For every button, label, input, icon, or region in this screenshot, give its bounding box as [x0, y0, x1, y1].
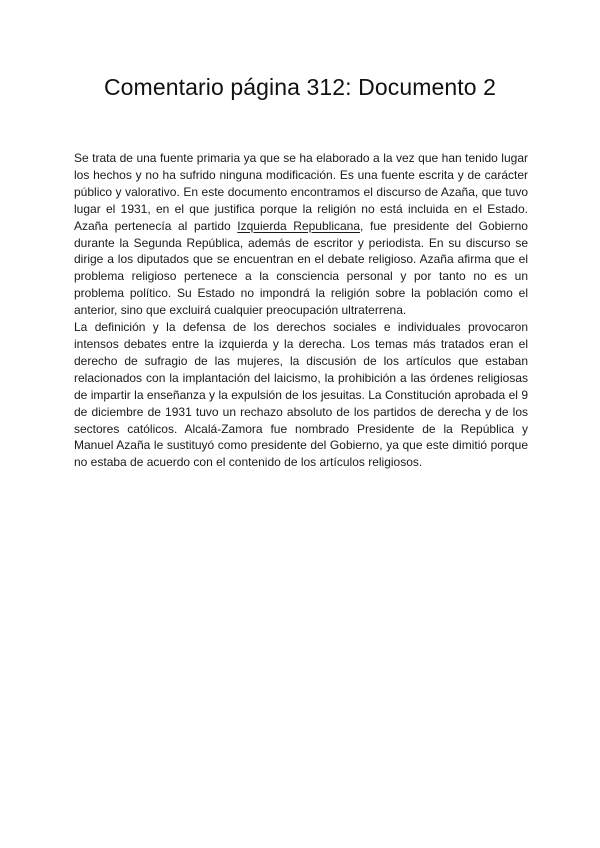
paragraph-1-text-end: , fue presidente del Gobierno durante la Segunda República, además de escritor y periodista. En su discurso se dirige a los diputados que se encuentran en el debate religioso. Azaña afirma que el problema religioso pertenece a la consciencia personal y por tanto no es un problema político. Su Estado no impondrá la religión sobre la población como el anterior, sino que excluirá cualquier preocupación ultraterrena. — [74, 218, 528, 318]
page-title: Comentario página 312: Documento 2 — [103, 74, 497, 100]
paragraph-1-text-start: Se trata de una fuente primaria ya que se ha elaborado a la vez que han tenido lugar los hechos y no ha sufrido ninguna modificación. Es una fuente escrita y de carácter público y valorativo. En este documento encontramos el discurso de Azaña, que tuvo lugar el 1931, en el que justifica porque la religión no está incluida en el Estado. Azaña pertenecía al partido — [74, 151, 528, 233]
document-body — [74, 150, 528, 471]
paragraph-1 — [74, 150, 528, 319]
izquierda-republicana-link[interactable]: Izquierda Republicana — [237, 218, 361, 233]
paragraph-2: La definición y la defensa de los derechos sociales e individuales provocaron intensos debates entre la izquierda y la derecha. Los temas más tratados eran el derecho de sufragio de las mujeres, la discusión de los artículos que estaban relacionados con la implantación del laicismo, la prohibición a las órdenes religiosas de impartir la enseñanza y la expulsión de los jesuitas. La Constitución aprobada el 9 de diciembre de 1931 tuvo un rechazo absoluto de los partidos de derecha y de los sectores católicos. Alcalá-Zamora fue nombrado Presidente de la República y Manuel Azaña le sustituyó como presidente del Gobierno, ya que este dimitió porque no estaba de acuerdo con el contenido de los artículos religiosos. — [74, 320, 528, 470]
